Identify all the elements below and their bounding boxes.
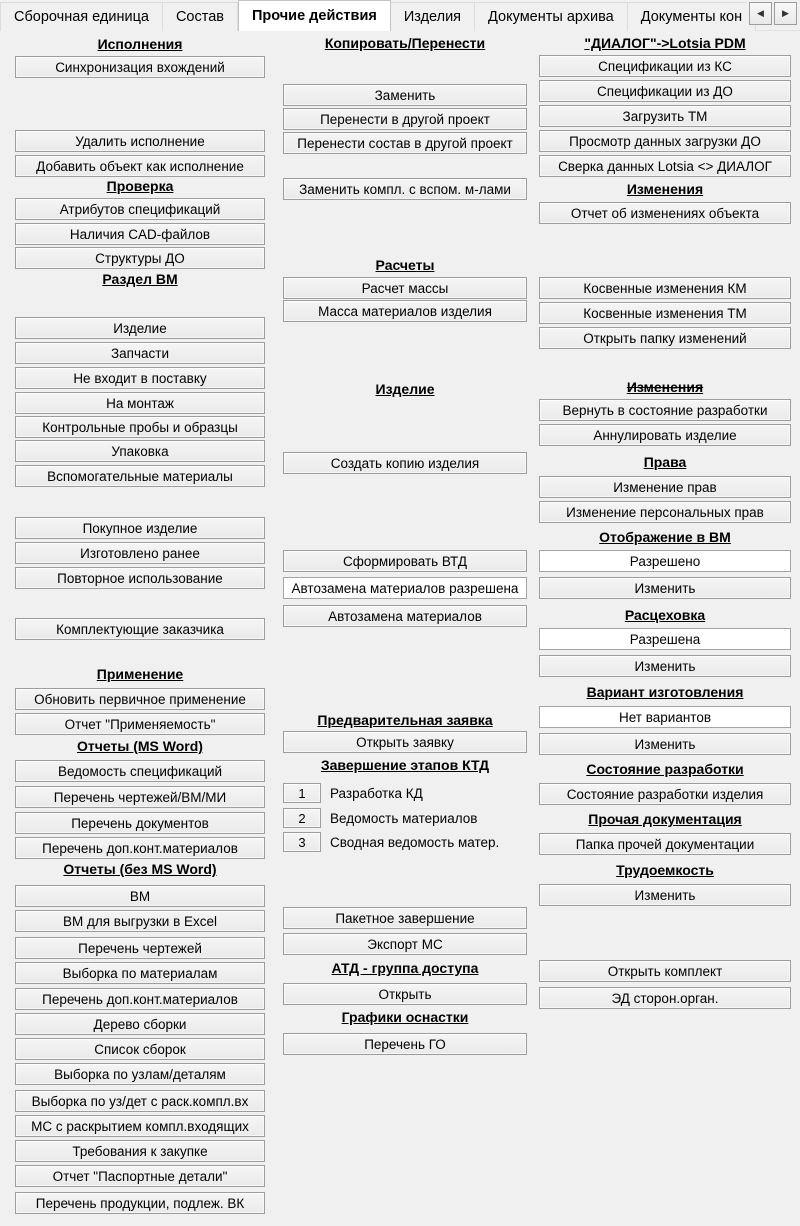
- action-button[interactable]: Заменить компл. с вспом. м-лами: [283, 178, 527, 200]
- tab-4[interactable]: Документы архива: [475, 2, 628, 31]
- action-button[interactable]: Заменить: [283, 84, 527, 106]
- action-button[interactable]: Выборка по узлам/деталям: [15, 1063, 265, 1085]
- action-button[interactable]: ЭД сторон.орган.: [539, 987, 791, 1009]
- section-header: Раздел ВМ: [102, 271, 178, 287]
- action-button[interactable]: Аннулировать изделие: [539, 424, 791, 446]
- right-column: [539, 0, 791, 1226]
- tab-1[interactable]: Состав: [163, 2, 238, 31]
- action-button[interactable]: Открыть: [283, 983, 527, 1005]
- action-button[interactable]: Экспорт МС: [283, 933, 527, 955]
- arrow-right-icon: ▶: [782, 8, 789, 18]
- tab-scroll-right-button[interactable]: [774, 2, 797, 25]
- action-button[interactable]: Наличия CAD-файлов: [15, 223, 265, 245]
- tab-3[interactable]: Изделия: [391, 2, 475, 31]
- section-header: Изменения: [626, 379, 704, 395]
- action-button[interactable]: Открыть папку изменений: [539, 327, 791, 349]
- section-header: АТД - группа доступа: [331, 960, 479, 976]
- action-button[interactable]: Вспомогательные материалы: [15, 465, 265, 487]
- section-header: Права: [643, 454, 687, 470]
- step-button[interactable]: 2: [283, 808, 321, 828]
- action-button[interactable]: Загрузить ТМ: [539, 105, 791, 127]
- action-button[interactable]: Автозамена материалов: [283, 605, 527, 627]
- section-header: Копировать/Перенести: [324, 35, 486, 51]
- section-header: Прочая документация: [588, 811, 742, 827]
- action-button[interactable]: ВМ для выгрузки в Excel: [15, 910, 265, 932]
- left-column: [15, 0, 265, 1226]
- step-label: Сводная ведомость матер.: [330, 834, 500, 850]
- action-button[interactable]: Удалить исполнение: [15, 130, 265, 152]
- action-button[interactable]: Не входит в поставку: [15, 367, 265, 389]
- section-header: Отображение в ВМ: [599, 529, 731, 545]
- middle-column: [283, 0, 527, 1226]
- action-button[interactable]: Косвенные изменения ТМ: [539, 302, 791, 324]
- action-button[interactable]: Синхронизация вхождений: [15, 56, 265, 78]
- action-button[interactable]: Перечень документов: [15, 812, 265, 834]
- tab-scroll-left-button[interactable]: [749, 2, 772, 25]
- action-button[interactable]: Обновить первичное применение: [15, 688, 265, 710]
- action-button[interactable]: Запчасти: [15, 342, 265, 364]
- step-row: [283, 808, 527, 828]
- step-button[interactable]: 3: [283, 832, 321, 852]
- action-button[interactable]: Ведомость спецификаций: [15, 760, 265, 782]
- section-header: Состояние разработки: [586, 761, 744, 777]
- action-button[interactable]: Состояние разработки изделия: [539, 783, 791, 805]
- section-header: Вариант изготовления: [586, 684, 744, 700]
- action-button[interactable]: Перенести в другой проект: [283, 108, 527, 130]
- action-button[interactable]: Структуры ДО: [15, 247, 265, 269]
- status-field: Автозамена материалов разрешена: [283, 577, 527, 599]
- action-button[interactable]: Выборка по уз/дет с раск.компл.вх: [15, 1090, 265, 1112]
- action-button[interactable]: Контрольные пробы и образцы: [15, 416, 265, 438]
- action-button[interactable]: Атрибутов спецификаций: [15, 198, 265, 220]
- action-button[interactable]: Пакетное завершение: [283, 907, 527, 929]
- step-row: [283, 783, 527, 803]
- action-button[interactable]: Сверка данных Lotsia <> ДИАЛОГ: [539, 155, 791, 177]
- action-button[interactable]: Добавить объект как исполнение: [15, 155, 265, 177]
- section-header: Графики оснастки: [341, 1009, 469, 1025]
- action-button[interactable]: Расчет массы: [283, 277, 527, 299]
- action-button[interactable]: Упаковка: [15, 440, 265, 462]
- section-header: Расцеховка: [624, 607, 706, 623]
- action-button[interactable]: Перечень доп.конт.материалов: [15, 837, 265, 859]
- section-header: Отчеты (без MS Word): [63, 861, 217, 877]
- action-button[interactable]: Требования к закупке: [15, 1140, 265, 1162]
- action-button[interactable]: Открыть комплект: [539, 960, 791, 982]
- action-button[interactable]: Отчет "Паспортные детали": [15, 1165, 265, 1187]
- action-button[interactable]: Спецификации из ДО: [539, 80, 791, 102]
- section-header: Трудоемкость: [616, 862, 714, 878]
- tab-0[interactable]: Сборочная единица: [0, 2, 163, 31]
- status-field: Разрешено: [539, 550, 791, 572]
- action-button[interactable]: Перенести состав в другой проект: [283, 132, 527, 154]
- section-header: "ДИАЛОГ"->Lotsia PDM: [584, 35, 746, 51]
- action-button[interactable]: Перечень чертежей/ВМ/МИ: [15, 786, 265, 808]
- action-button[interactable]: Косвенные изменения КМ: [539, 277, 791, 299]
- action-button[interactable]: Изменить: [539, 733, 791, 755]
- section-header: Проверка: [106, 178, 174, 194]
- step-label: Ведомость материалов: [330, 810, 478, 826]
- step-label: Разработка КД: [330, 785, 423, 801]
- action-button[interactable]: Изготовлено ранее: [15, 542, 265, 564]
- step-button[interactable]: 1: [283, 783, 321, 803]
- action-button[interactable]: Повторное использование: [15, 567, 265, 589]
- action-button[interactable]: Комплектующие заказчика: [15, 618, 265, 640]
- arrow-left-icon: ◀: [757, 8, 764, 18]
- status-field: Нет вариантов: [539, 706, 791, 728]
- action-button[interactable]: Изменить: [539, 655, 791, 677]
- status-field: Разрешена: [539, 628, 791, 650]
- action-button[interactable]: Перечень ГО: [283, 1033, 527, 1055]
- section-header: Изделие: [375, 381, 435, 397]
- action-button[interactable]: Просмотр данных загрузки ДО: [539, 130, 791, 152]
- action-button[interactable]: ВМ: [15, 885, 265, 907]
- action-button[interactable]: Отчет "Применяемость": [15, 713, 265, 735]
- action-button[interactable]: Перечень чертежей: [15, 937, 265, 959]
- tab-scroll-buttons: [747, 2, 797, 25]
- action-button[interactable]: Изменить: [539, 884, 791, 906]
- section-header: Отчеты (MS Word): [77, 738, 203, 754]
- action-button[interactable]: Дерево сборки: [15, 1013, 265, 1035]
- action-button[interactable]: Отчет об изменениях объекта: [539, 202, 791, 224]
- action-button[interactable]: Перечень доп.конт.материалов: [15, 988, 265, 1010]
- action-button[interactable]: Выборка по материалам: [15, 962, 265, 984]
- section-header: Изменения: [626, 181, 704, 197]
- action-button[interactable]: На монтаж: [15, 392, 265, 414]
- step-row: [283, 832, 527, 852]
- section-header: Предварительная заявка: [317, 712, 493, 728]
- section-header: Завершение этапов КТД: [320, 757, 490, 773]
- action-button[interactable]: Перечень продукции, подлеж. ВК: [15, 1192, 265, 1214]
- action-button[interactable]: Изменить: [539, 577, 791, 599]
- action-button[interactable]: Масса материалов изделия: [283, 300, 527, 322]
- action-button[interactable]: Спецификации из КС: [539, 55, 791, 77]
- action-button[interactable]: Изделие: [15, 317, 265, 339]
- action-button[interactable]: Открыть заявку: [283, 731, 527, 753]
- action-button[interactable]: Сформировать ВТД: [283, 550, 527, 572]
- section-header: Расчеты: [375, 257, 435, 273]
- action-button[interactable]: Покупное изделие: [15, 517, 265, 539]
- action-button[interactable]: Изменение персональных прав: [539, 501, 791, 523]
- action-button[interactable]: Папка прочей документации: [539, 833, 791, 855]
- action-button[interactable]: Список сборок: [15, 1038, 265, 1060]
- section-header: Применение: [96, 666, 184, 682]
- section-header: Исполнения: [97, 36, 183, 52]
- tab-2[interactable]: Прочие действия: [238, 0, 391, 31]
- action-button[interactable]: Создать копию изделия: [283, 452, 527, 474]
- action-button[interactable]: Изменение прав: [539, 476, 791, 498]
- action-button[interactable]: МС с раскрытием компл.входящих: [15, 1115, 265, 1137]
- tab-5[interactable]: Документы кон: [628, 2, 756, 31]
- action-button[interactable]: Вернуть в состояние разработки: [539, 399, 791, 421]
